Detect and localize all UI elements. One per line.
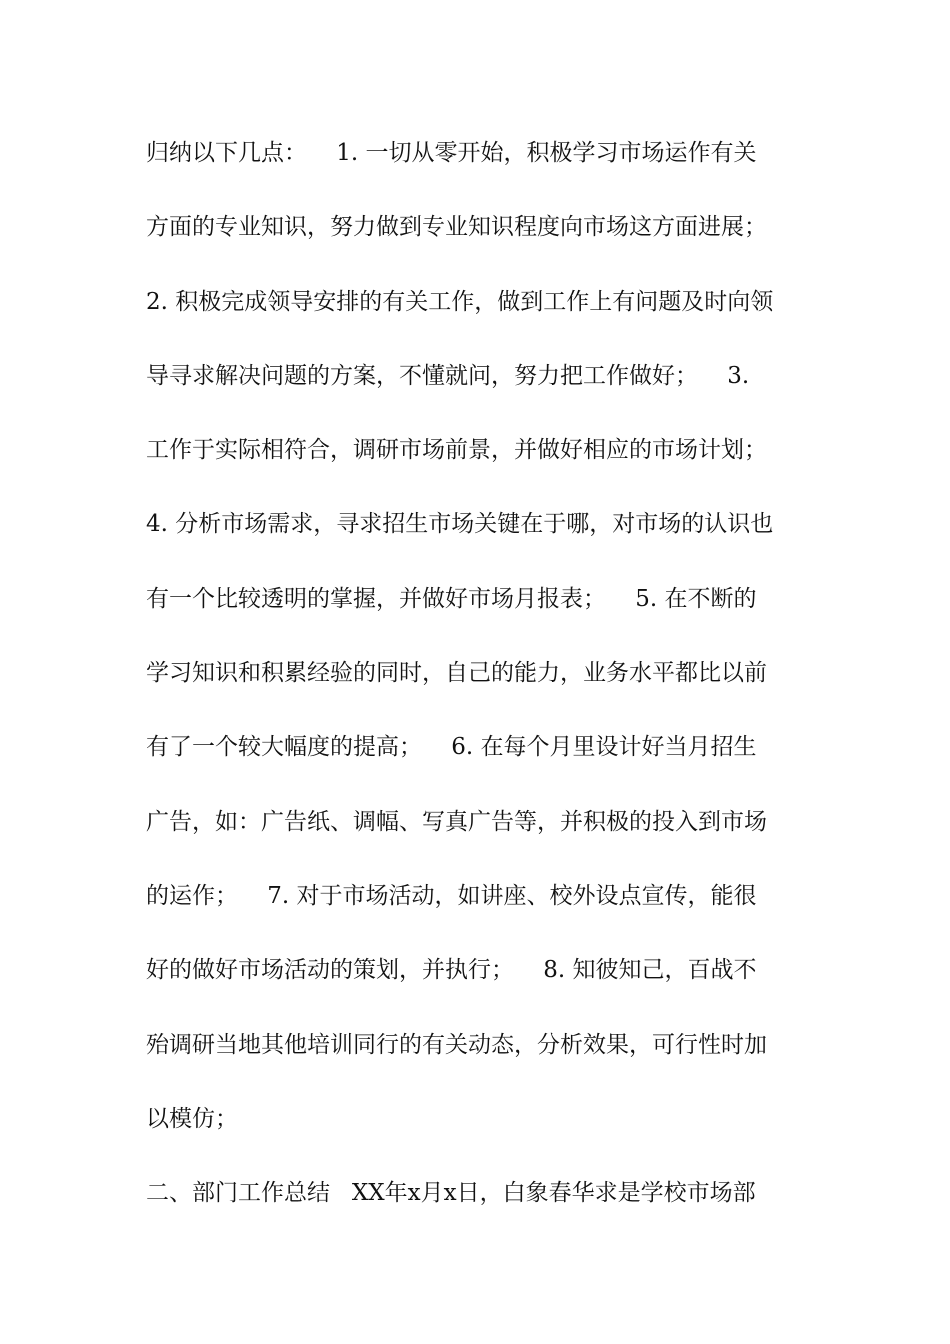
text-line: 工作于实际相符合，调研市场前景，并做好相应的市场计划； [146,437,767,464]
text-line: 的运作； 7. 对于市场活动，如讲座、校外设点宣传，能很 [146,882,757,909]
text-line: 以模仿； [146,1105,238,1132]
text-line: 导寻求解决问题的方案，不懂就问，努力把工作做好； 3. [146,362,750,389]
text-line: 殆调研当地其他培训同行的有关动态，分析效果，可行性时加 [146,1031,767,1058]
section-heading-line: 二、部门工作总结 XX年x月x日，白象春华求是学校市场部 [146,1180,756,1207]
text-line: 好的做好市场活动的策划，并执行； 8. 知彼知己，百战不 [146,957,757,984]
text-line: 有一个比较透明的掌握，并做好市场月报表； 5. 在不断的 [146,585,757,612]
text-line: 4. 分析市场需求，寻求招生市场关键在于哪，对市场的认识也 [146,511,774,538]
text-line: 广告，如：广告纸、调幅、写真广告等，并积极的投入到市场 [146,808,767,835]
text-line: 方面的专业知识，努力做到专业知识程度向市场这方面进展； [146,214,767,241]
text-line: 2. 积极完成领导安排的有关工作，做到工作上有问题及时向领 [146,288,774,315]
body-text [146,130,811,1244]
text-line: 有了一个较大幅度的提高； 6. 在每个月里设计好当月招生 [146,734,757,761]
text-line: 学习知识和积累经验的同时，自己的能力，业务水平都比以前 [146,660,767,687]
text-line: 归纳以下几点： 1. 一切从零开始，积极学习市场运作有关 [146,140,757,166]
